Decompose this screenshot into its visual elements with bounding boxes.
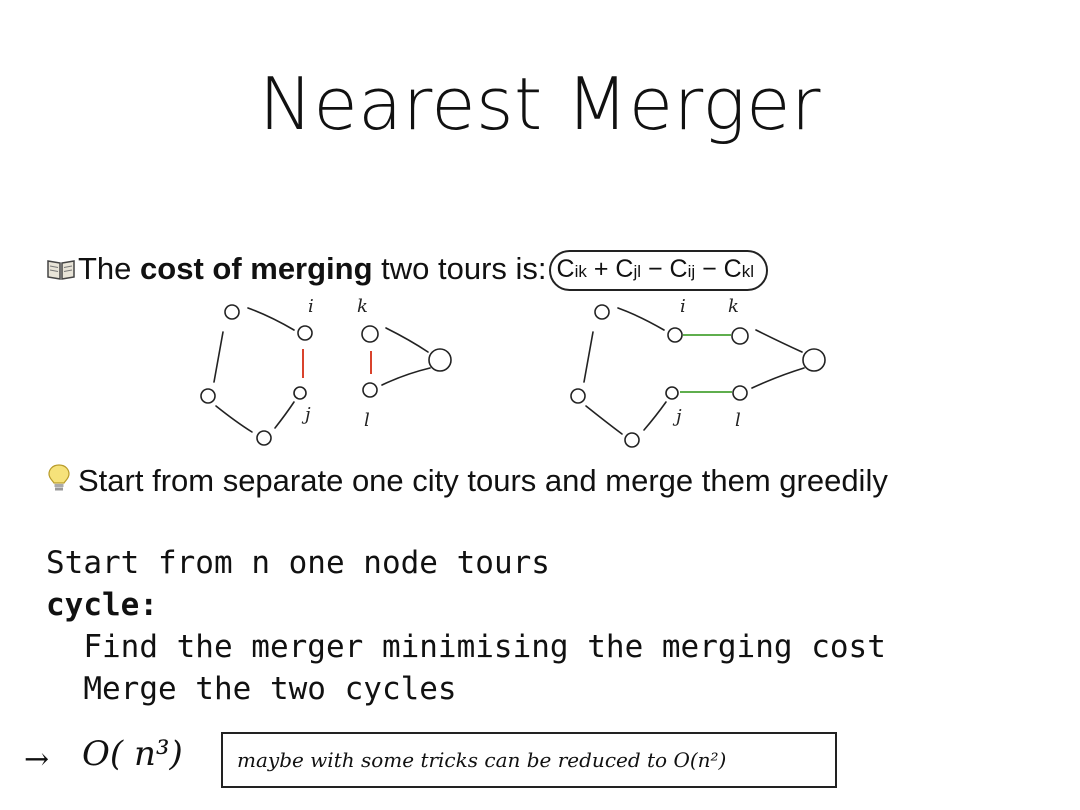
formula-subscript: kl (741, 262, 754, 281)
node-label-l: l (735, 410, 741, 431)
diagram-after-merge (560, 290, 850, 460)
formula-operator: − (695, 255, 724, 283)
slide-title: Nearest Merger (258, 62, 822, 146)
tour-node (595, 305, 609, 319)
lightbulb-icon (46, 463, 78, 501)
code-line-1: Start from n one node tours (46, 545, 550, 581)
bullet-rest-text: two tours is: (372, 251, 547, 286)
node-label-i: i (680, 296, 686, 317)
code-line-3: Find the merger minimising the merging cost (46, 629, 886, 665)
book-icon (46, 253, 78, 289)
tour-node-j (666, 387, 678, 399)
tour-node-l (363, 383, 377, 397)
tour-node (201, 389, 215, 403)
tour-node (257, 431, 271, 445)
tour-node (225, 305, 239, 319)
node-label-j: j (305, 404, 311, 425)
handwritten-note-box: maybe with some tricks can be reduced to O(n²) (221, 732, 837, 788)
tour-node (571, 389, 585, 403)
tour-node (803, 349, 825, 371)
formula-term: C (669, 255, 688, 283)
diagram-before-merge (190, 290, 470, 460)
complexity-annotation: O( n³) (82, 734, 183, 774)
greedy-bullet (46, 463, 888, 501)
formula-subscript: ik (574, 262, 587, 281)
tour-node-k (362, 326, 378, 342)
formula-subscript: jl (633, 262, 642, 281)
code-line-4: Merge the two cycles (46, 671, 457, 707)
formula-operator: + (586, 255, 616, 283)
formula-operator: − (641, 255, 670, 283)
merge-cost-formula (549, 250, 768, 291)
merge-cost-bullet (46, 250, 768, 291)
formula-subscript: ij (687, 262, 696, 281)
tour-node-i (298, 326, 312, 340)
annotation-arrow: → (24, 742, 50, 777)
node-label-k: k (728, 296, 739, 317)
node-label-l: l (364, 410, 370, 431)
tour-node-l (733, 386, 747, 400)
tour-node (625, 433, 639, 447)
tour-node-k (732, 328, 748, 344)
bullet-bold-text: cost of merging (140, 251, 373, 286)
formula-term: C (556, 255, 575, 283)
formula-term: C (615, 255, 634, 283)
tour-node-i (668, 328, 682, 342)
tour-node (429, 349, 451, 371)
tour-node-j (294, 387, 306, 399)
node-label-j: j (676, 406, 682, 427)
node-label-k: k (357, 296, 368, 317)
greedy-bullet-text: Start from separate one city tours and merge them greedily (78, 463, 888, 498)
code-line-2: cycle: (46, 587, 158, 623)
pseudocode-block (46, 542, 886, 710)
bullet-lead-text: The (78, 251, 141, 286)
formula-term: C (723, 255, 742, 283)
node-label-i: i (308, 296, 314, 317)
